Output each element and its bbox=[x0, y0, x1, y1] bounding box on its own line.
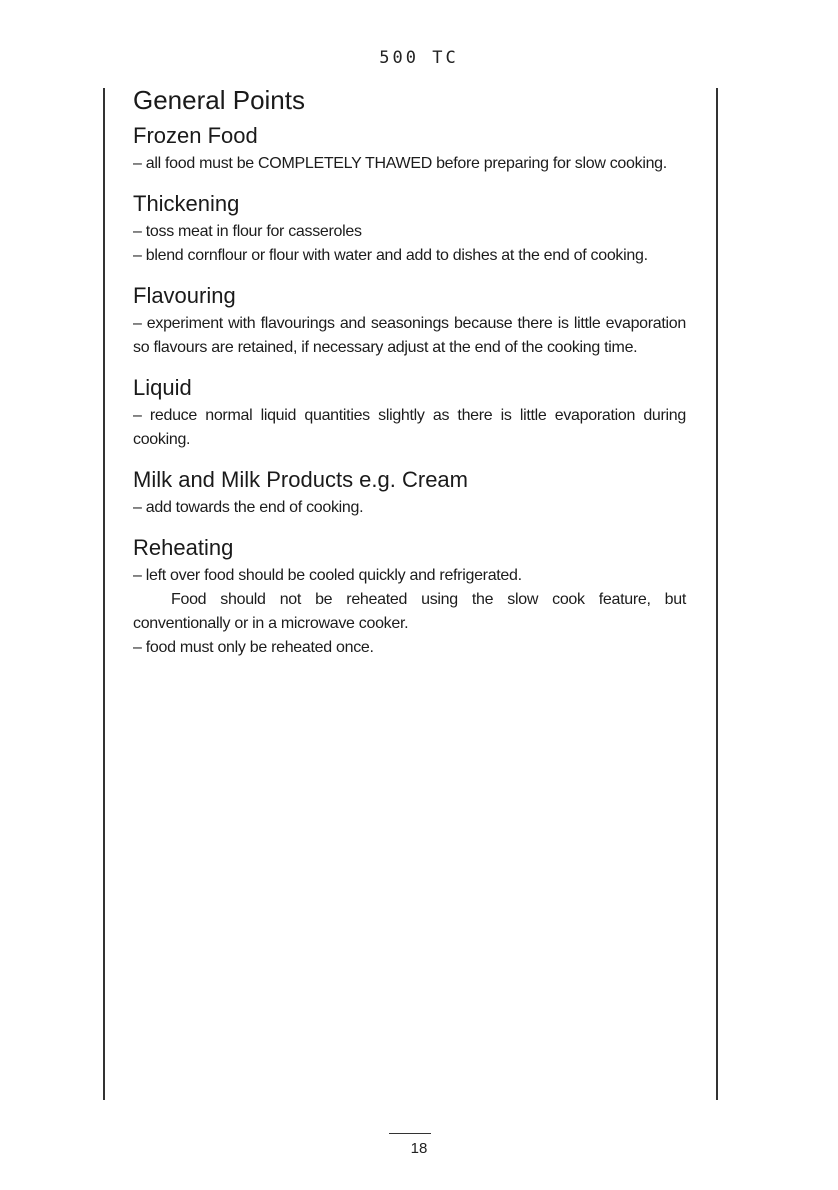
section-line: – experiment with flavourings and seasonings because there is little evaporation so flavours are retained, if necessary adjust at the end of the cooking time. bbox=[133, 315, 686, 356]
section-line: – toss meat in flour for casseroles bbox=[133, 223, 362, 240]
footer-rule bbox=[389, 1133, 431, 1134]
right-margin-rule bbox=[716, 88, 718, 1100]
section-line: – add towards the end of cooking. bbox=[133, 499, 364, 516]
section-heading: Flavouring bbox=[133, 283, 236, 308]
section-line: Food should not be reheated using the slow cook feature, but conventionally or in a microwave cooker. bbox=[133, 591, 686, 632]
left-margin-rule bbox=[103, 88, 105, 1100]
section-heading: Thickening bbox=[133, 191, 240, 216]
section-thickening bbox=[133, 191, 686, 268]
section-line: – left over food should be cooled quickly and refrigerated. bbox=[133, 567, 522, 584]
section-line: – food must only be reheated once. bbox=[133, 639, 374, 656]
section-liquid bbox=[133, 375, 686, 452]
section-line: – reduce normal liquid quantities slightly as there is little evaporation during cooking. bbox=[133, 407, 686, 448]
running-header: 500 TC bbox=[379, 48, 459, 68]
page-title: General Points bbox=[133, 85, 305, 115]
section-heading: Milk and Milk Products e.g. Cream bbox=[133, 467, 468, 492]
section-reheating bbox=[133, 535, 686, 660]
section-heading: Frozen Food bbox=[133, 123, 258, 148]
section-line: – blend cornflour or flour with water and add to dishes at the end of cooking. bbox=[133, 247, 648, 264]
section-milk-products bbox=[133, 467, 686, 520]
page-number: 18 bbox=[410, 1140, 428, 1157]
section-heading: Reheating bbox=[133, 535, 234, 560]
content-column bbox=[133, 84, 686, 675]
section-line: – all food must be COMPLETELY THAWED before preparing for slow cooking. bbox=[133, 155, 667, 172]
section-heading: Liquid bbox=[133, 375, 192, 400]
section-frozen-food bbox=[133, 123, 686, 176]
section-flavouring bbox=[133, 283, 686, 360]
